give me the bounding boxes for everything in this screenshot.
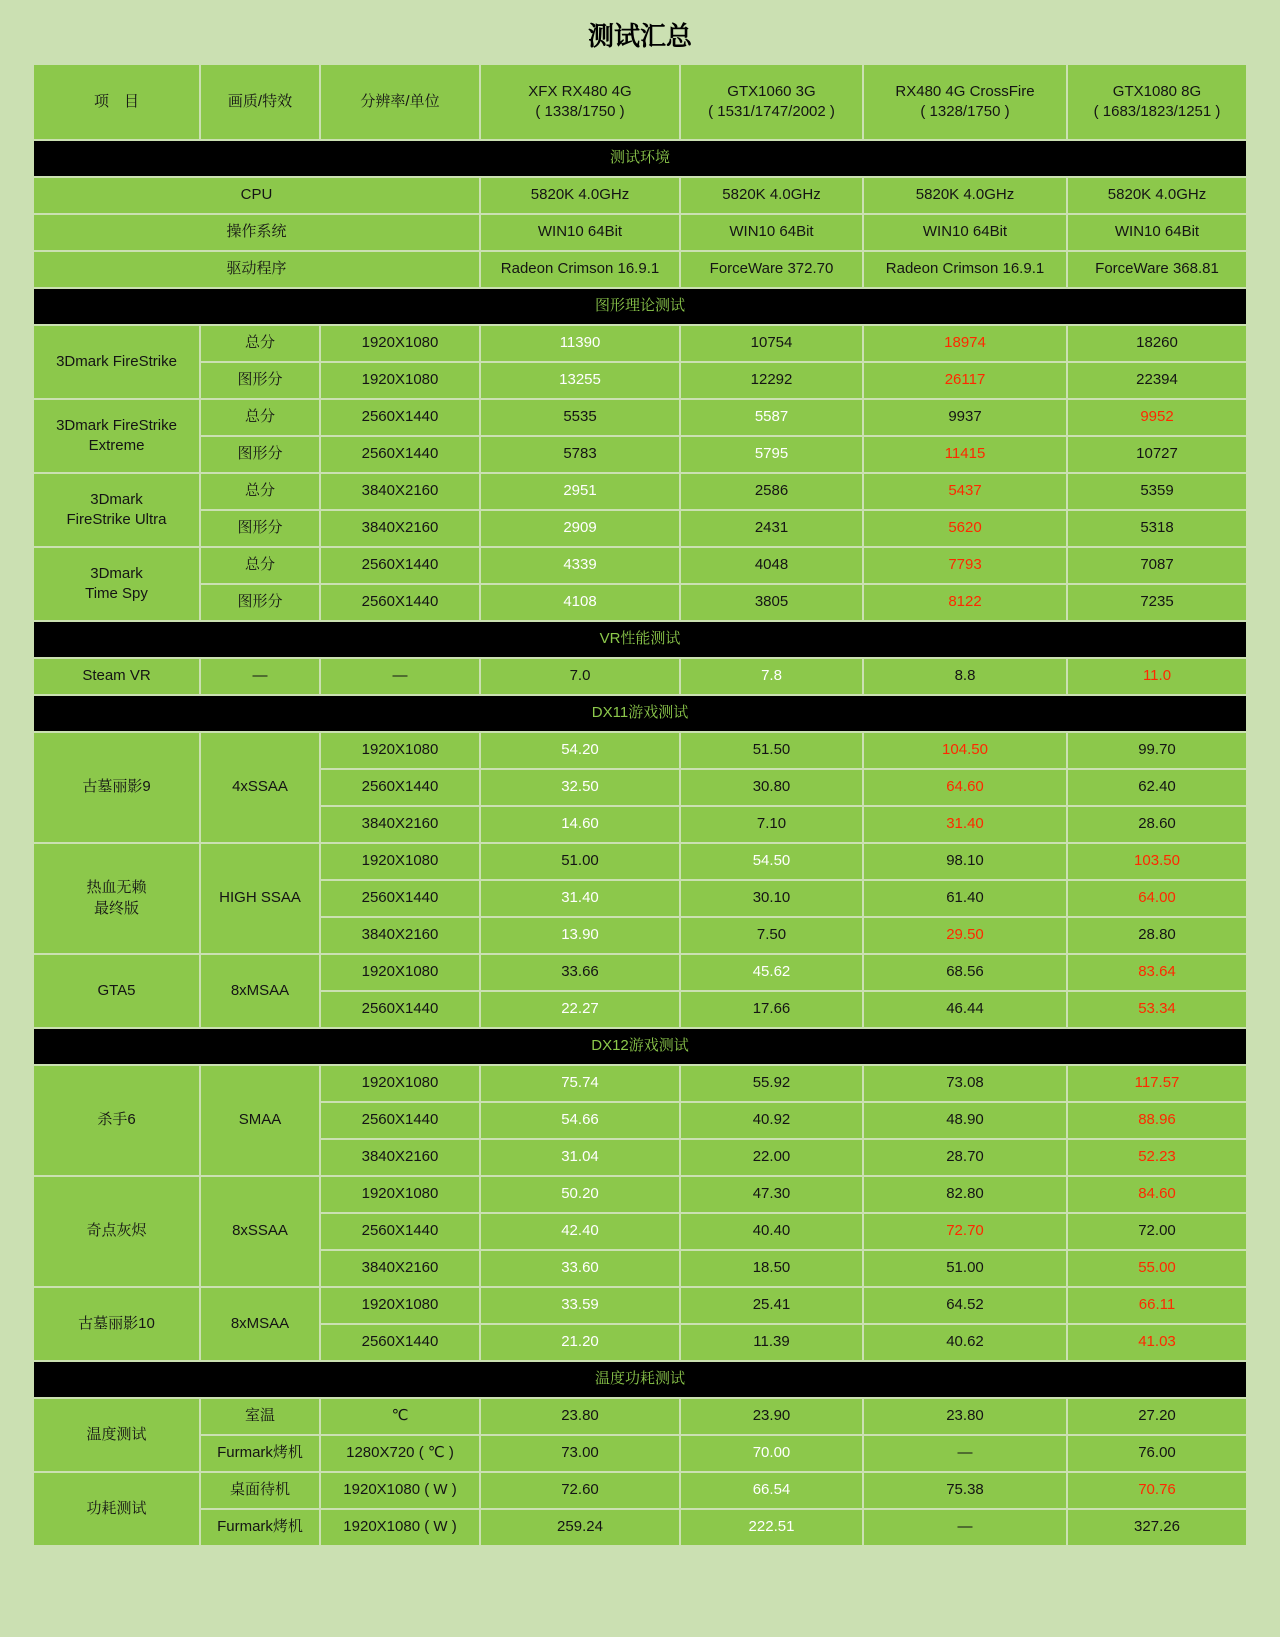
sub-label-cell: 室温 bbox=[201, 1399, 319, 1434]
row-label-cell: 功耗测试 bbox=[34, 1473, 199, 1545]
sub-label-cell: Furmark烤机 bbox=[201, 1436, 319, 1471]
quality-cell: 8xMSAA bbox=[201, 955, 319, 1027]
row-label-cell: 奇点灰烬 bbox=[34, 1177, 199, 1286]
resolution-cell: 1920X1080 ( W ) bbox=[321, 1510, 479, 1545]
benchmark-table bbox=[32, 63, 1248, 1547]
value-cell: 103.50 bbox=[1068, 844, 1246, 879]
value-cell: 5820K 4.0GHz bbox=[481, 178, 679, 213]
resolution-cell: ℃ bbox=[321, 1399, 479, 1434]
value-cell: 76.00 bbox=[1068, 1436, 1246, 1471]
sub-label-cell: 总分 bbox=[201, 326, 319, 361]
column-header-quality: 画质/特效 bbox=[201, 65, 319, 139]
gpu-header-cell: GTX1060 3G ( 1531/1747/2002 ) bbox=[681, 65, 862, 139]
section-bar: 图形理论测试 bbox=[34, 289, 1246, 324]
row-label-cell: 古墓丽影10 bbox=[34, 1288, 199, 1360]
value-cell: 5437 bbox=[864, 474, 1066, 509]
resolution-cell: 1920X1080 bbox=[321, 1288, 479, 1323]
value-cell: Radeon Crimson 16.9.1 bbox=[481, 252, 679, 287]
value-cell: 31.40 bbox=[481, 881, 679, 916]
resolution-cell: 2560X1440 bbox=[321, 1103, 479, 1138]
row-label-cell: 古墓丽影9 bbox=[34, 733, 199, 842]
resolution-cell: 2560X1440 bbox=[321, 585, 479, 620]
section-bar: 温度功耗测试 bbox=[34, 1362, 1246, 1397]
value-cell: 88.96 bbox=[1068, 1103, 1246, 1138]
row-label-cell: 3Dmark FireStrike Ultra bbox=[34, 474, 199, 546]
value-cell: 33.59 bbox=[481, 1288, 679, 1323]
sub-label-cell: 图形分 bbox=[201, 511, 319, 546]
value-cell: 9937 bbox=[864, 400, 1066, 435]
value-cell: 61.40 bbox=[864, 881, 1066, 916]
value-cell: 18260 bbox=[1068, 326, 1246, 361]
row-label-cell: 3Dmark FireStrike bbox=[34, 326, 199, 398]
value-cell: 5820K 4.0GHz bbox=[1068, 178, 1246, 213]
value-cell: 13.90 bbox=[481, 918, 679, 953]
value-cell: 30.10 bbox=[681, 881, 862, 916]
value-cell: 62.40 bbox=[1068, 770, 1246, 805]
value-cell: 13255 bbox=[481, 363, 679, 398]
quality-cell: — bbox=[201, 659, 319, 694]
value-cell: 40.62 bbox=[864, 1325, 1066, 1360]
value-cell: 117.57 bbox=[1068, 1066, 1246, 1101]
value-cell: 18974 bbox=[864, 326, 1066, 361]
value-cell: 27.20 bbox=[1068, 1399, 1246, 1434]
value-cell: 73.08 bbox=[864, 1066, 1066, 1101]
value-cell: 54.20 bbox=[481, 733, 679, 768]
resolution-cell: 2560X1440 bbox=[321, 437, 479, 472]
quality-cell: 4xSSAA bbox=[201, 733, 319, 842]
value-cell: 3805 bbox=[681, 585, 862, 620]
value-cell: 51.00 bbox=[864, 1251, 1066, 1286]
value-cell: 70.00 bbox=[681, 1436, 862, 1471]
quality-cell: SMAA bbox=[201, 1066, 319, 1175]
value-cell: 5820K 4.0GHz bbox=[681, 178, 862, 213]
value-cell: — bbox=[864, 1436, 1066, 1471]
row-label-cell: 3Dmark FireStrike Extreme bbox=[34, 400, 199, 472]
value-cell: 2431 bbox=[681, 511, 862, 546]
row-label-cell: GTA5 bbox=[34, 955, 199, 1027]
value-cell: 222.51 bbox=[681, 1510, 862, 1545]
column-header-item: 项 目 bbox=[34, 65, 199, 139]
resolution-cell: 2560X1440 bbox=[321, 881, 479, 916]
value-cell: 42.40 bbox=[481, 1214, 679, 1249]
page-title: 测试汇总 bbox=[587, 21, 692, 51]
value-cell: 23.80 bbox=[864, 1399, 1066, 1434]
value-cell: 11.39 bbox=[681, 1325, 862, 1360]
column-header-resolution: 分辨率/单位 bbox=[321, 65, 479, 139]
value-cell: 82.80 bbox=[864, 1177, 1066, 1212]
value-cell: 104.50 bbox=[864, 733, 1066, 768]
value-cell: 22.27 bbox=[481, 992, 679, 1027]
resolution-cell: 3840X2160 bbox=[321, 1251, 479, 1286]
quality-cell: 8xMSAA bbox=[201, 1288, 319, 1360]
row-label-cell: 3Dmark Time Spy bbox=[34, 548, 199, 620]
section-bar: VR性能测试 bbox=[34, 622, 1246, 657]
value-cell: 7.8 bbox=[681, 659, 862, 694]
value-cell: 17.66 bbox=[681, 992, 862, 1027]
sub-label-cell: 图形分 bbox=[201, 585, 319, 620]
value-cell: 5820K 4.0GHz bbox=[864, 178, 1066, 213]
sub-label-cell: Furmark烤机 bbox=[201, 1510, 319, 1545]
resolution-cell: 3840X2160 bbox=[321, 1140, 479, 1175]
value-cell: 26117 bbox=[864, 363, 1066, 398]
resolution-cell: 1920X1080 bbox=[321, 1066, 479, 1101]
value-cell: 7.50 bbox=[681, 918, 862, 953]
value-cell: 33.66 bbox=[481, 955, 679, 990]
value-cell: 55.92 bbox=[681, 1066, 862, 1101]
value-cell: 5359 bbox=[1068, 474, 1246, 509]
row-label-cell: 驱动程序 bbox=[34, 252, 479, 287]
resolution-cell: 3840X2160 bbox=[321, 474, 479, 509]
value-cell: 23.80 bbox=[481, 1399, 679, 1434]
value-cell: 4108 bbox=[481, 585, 679, 620]
value-cell: 28.70 bbox=[864, 1140, 1066, 1175]
value-cell: 54.66 bbox=[481, 1103, 679, 1138]
value-cell: 64.52 bbox=[864, 1288, 1066, 1323]
resolution-cell: 3840X2160 bbox=[321, 807, 479, 842]
value-cell: 55.00 bbox=[1068, 1251, 1246, 1286]
resolution-cell: 1920X1080 bbox=[321, 1177, 479, 1212]
value-cell: 7.10 bbox=[681, 807, 862, 842]
value-cell: 2909 bbox=[481, 511, 679, 546]
section-bar: 测试环境 bbox=[34, 141, 1246, 176]
value-cell: 259.24 bbox=[481, 1510, 679, 1545]
value-cell: 7087 bbox=[1068, 548, 1246, 583]
value-cell: 22394 bbox=[1068, 363, 1246, 398]
value-cell: 14.60 bbox=[481, 807, 679, 842]
value-cell: 68.56 bbox=[864, 955, 1066, 990]
value-cell: 29.50 bbox=[864, 918, 1066, 953]
resolution-cell: 2560X1440 bbox=[321, 992, 479, 1027]
resolution-cell: 1920X1080 bbox=[321, 844, 479, 879]
value-cell: 5620 bbox=[864, 511, 1066, 546]
value-cell: 31.04 bbox=[481, 1140, 679, 1175]
value-cell: 40.92 bbox=[681, 1103, 862, 1138]
resolution-cell: 2560X1440 bbox=[321, 1325, 479, 1360]
value-cell: 11390 bbox=[481, 326, 679, 361]
sub-label-cell: 总分 bbox=[201, 474, 319, 509]
value-cell: 32.50 bbox=[481, 770, 679, 805]
gpu-header-cell: XFX RX480 4G ( 1338/1750 ) bbox=[481, 65, 679, 139]
sub-label-cell: 图形分 bbox=[201, 437, 319, 472]
row-label-cell: 杀手6 bbox=[34, 1066, 199, 1175]
value-cell: 64.00 bbox=[1068, 881, 1246, 916]
value-cell: 31.40 bbox=[864, 807, 1066, 842]
row-label-cell: CPU bbox=[34, 178, 479, 213]
value-cell: Radeon Crimson 16.9.1 bbox=[864, 252, 1066, 287]
value-cell: 41.03 bbox=[1068, 1325, 1246, 1360]
value-cell: 5318 bbox=[1068, 511, 1246, 546]
value-cell: 50.20 bbox=[481, 1177, 679, 1212]
value-cell: 11415 bbox=[864, 437, 1066, 472]
value-cell: 7793 bbox=[864, 548, 1066, 583]
value-cell: 83.64 bbox=[1068, 955, 1246, 990]
value-cell: 7235 bbox=[1068, 585, 1246, 620]
resolution-cell: 1920X1080 ( W ) bbox=[321, 1473, 479, 1508]
resolution-cell: 2560X1440 bbox=[321, 548, 479, 583]
value-cell: 40.40 bbox=[681, 1214, 862, 1249]
value-cell: 30.80 bbox=[681, 770, 862, 805]
value-cell: 46.44 bbox=[864, 992, 1066, 1027]
value-cell: 28.60 bbox=[1068, 807, 1246, 842]
value-cell: 5795 bbox=[681, 437, 862, 472]
value-cell: 10754 bbox=[681, 326, 862, 361]
value-cell: 7.0 bbox=[481, 659, 679, 694]
value-cell: 47.30 bbox=[681, 1177, 862, 1212]
value-cell: 8.8 bbox=[864, 659, 1066, 694]
resolution-cell: — bbox=[321, 659, 479, 694]
value-cell: 28.80 bbox=[1068, 918, 1246, 953]
resolution-cell: 2560X1440 bbox=[321, 1214, 479, 1249]
value-cell: 23.90 bbox=[681, 1399, 862, 1434]
resolution-cell: 1280X720 ( ℃ ) bbox=[321, 1436, 479, 1471]
value-cell: 22.00 bbox=[681, 1140, 862, 1175]
resolution-cell: 2560X1440 bbox=[321, 770, 479, 805]
value-cell: 4048 bbox=[681, 548, 862, 583]
value-cell: 2586 bbox=[681, 474, 862, 509]
value-cell: ForceWare 372.70 bbox=[681, 252, 862, 287]
value-cell: — bbox=[864, 1510, 1066, 1545]
quality-cell: 8xSSAA bbox=[201, 1177, 319, 1286]
section-bar: DX12游戏测试 bbox=[34, 1029, 1246, 1064]
sub-label-cell: 总分 bbox=[201, 400, 319, 435]
value-cell: 72.00 bbox=[1068, 1214, 1246, 1249]
sub-label-cell: 总分 bbox=[201, 548, 319, 583]
quality-cell: HIGH SSAA bbox=[201, 844, 319, 953]
value-cell: 51.50 bbox=[681, 733, 862, 768]
value-cell: 51.00 bbox=[481, 844, 679, 879]
row-label-cell: 操作系统 bbox=[34, 215, 479, 250]
value-cell: 66.54 bbox=[681, 1473, 862, 1508]
value-cell: 21.20 bbox=[481, 1325, 679, 1360]
value-cell: 327.26 bbox=[1068, 1510, 1246, 1545]
value-cell: 52.23 bbox=[1068, 1140, 1246, 1175]
value-cell: 8122 bbox=[864, 585, 1066, 620]
value-cell: 5587 bbox=[681, 400, 862, 435]
sub-label-cell: 桌面待机 bbox=[201, 1473, 319, 1508]
value-cell: 72.70 bbox=[864, 1214, 1066, 1249]
value-cell: 2951 bbox=[481, 474, 679, 509]
value-cell: 10727 bbox=[1068, 437, 1246, 472]
resolution-cell: 1920X1080 bbox=[321, 363, 479, 398]
value-cell: 11.0 bbox=[1068, 659, 1246, 694]
row-label-cell: 热血无赖 最终版 bbox=[34, 844, 199, 953]
resolution-cell: 2560X1440 bbox=[321, 400, 479, 435]
value-cell: 73.00 bbox=[481, 1436, 679, 1471]
value-cell: 72.60 bbox=[481, 1473, 679, 1508]
value-cell: 12292 bbox=[681, 363, 862, 398]
resolution-cell: 3840X2160 bbox=[321, 511, 479, 546]
value-cell: WIN10 64Bit bbox=[1068, 215, 1246, 250]
row-label-cell: 温度测试 bbox=[34, 1399, 199, 1471]
gpu-header-cell: RX480 4G CrossFire ( 1328/1750 ) bbox=[864, 65, 1066, 139]
section-bar: DX11游戏测试 bbox=[34, 696, 1246, 731]
value-cell: ForceWare 368.81 bbox=[1068, 252, 1246, 287]
value-cell: 84.60 bbox=[1068, 1177, 1246, 1212]
resolution-cell: 1920X1080 bbox=[321, 733, 479, 768]
resolution-cell: 1920X1080 bbox=[321, 326, 479, 361]
value-cell: 4339 bbox=[481, 548, 679, 583]
value-cell: WIN10 64Bit bbox=[481, 215, 679, 250]
value-cell: 5783 bbox=[481, 437, 679, 472]
value-cell: 98.10 bbox=[864, 844, 1066, 879]
value-cell: WIN10 64Bit bbox=[681, 215, 862, 250]
value-cell: 25.41 bbox=[681, 1288, 862, 1323]
value-cell: 9952 bbox=[1068, 400, 1246, 435]
resolution-cell: 3840X2160 bbox=[321, 918, 479, 953]
value-cell: 99.70 bbox=[1068, 733, 1246, 768]
value-cell: 70.76 bbox=[1068, 1473, 1246, 1508]
value-cell: 5535 bbox=[481, 400, 679, 435]
value-cell: 54.50 bbox=[681, 844, 862, 879]
value-cell: 64.60 bbox=[864, 770, 1066, 805]
value-cell: 48.90 bbox=[864, 1103, 1066, 1138]
value-cell: 45.62 bbox=[681, 955, 862, 990]
resolution-cell: 1920X1080 bbox=[321, 955, 479, 990]
value-cell: 75.38 bbox=[864, 1473, 1066, 1508]
value-cell: 53.34 bbox=[1068, 992, 1246, 1027]
row-label-cell: Steam VR bbox=[34, 659, 199, 694]
value-cell: 66.11 bbox=[1068, 1288, 1246, 1323]
value-cell: 33.60 bbox=[481, 1251, 679, 1286]
value-cell: 18.50 bbox=[681, 1251, 862, 1286]
sub-label-cell: 图形分 bbox=[201, 363, 319, 398]
gpu-header-cell: GTX1080 8G ( 1683/1823/1251 ) bbox=[1068, 65, 1246, 139]
value-cell: WIN10 64Bit bbox=[864, 215, 1066, 250]
value-cell: 75.74 bbox=[481, 1066, 679, 1101]
